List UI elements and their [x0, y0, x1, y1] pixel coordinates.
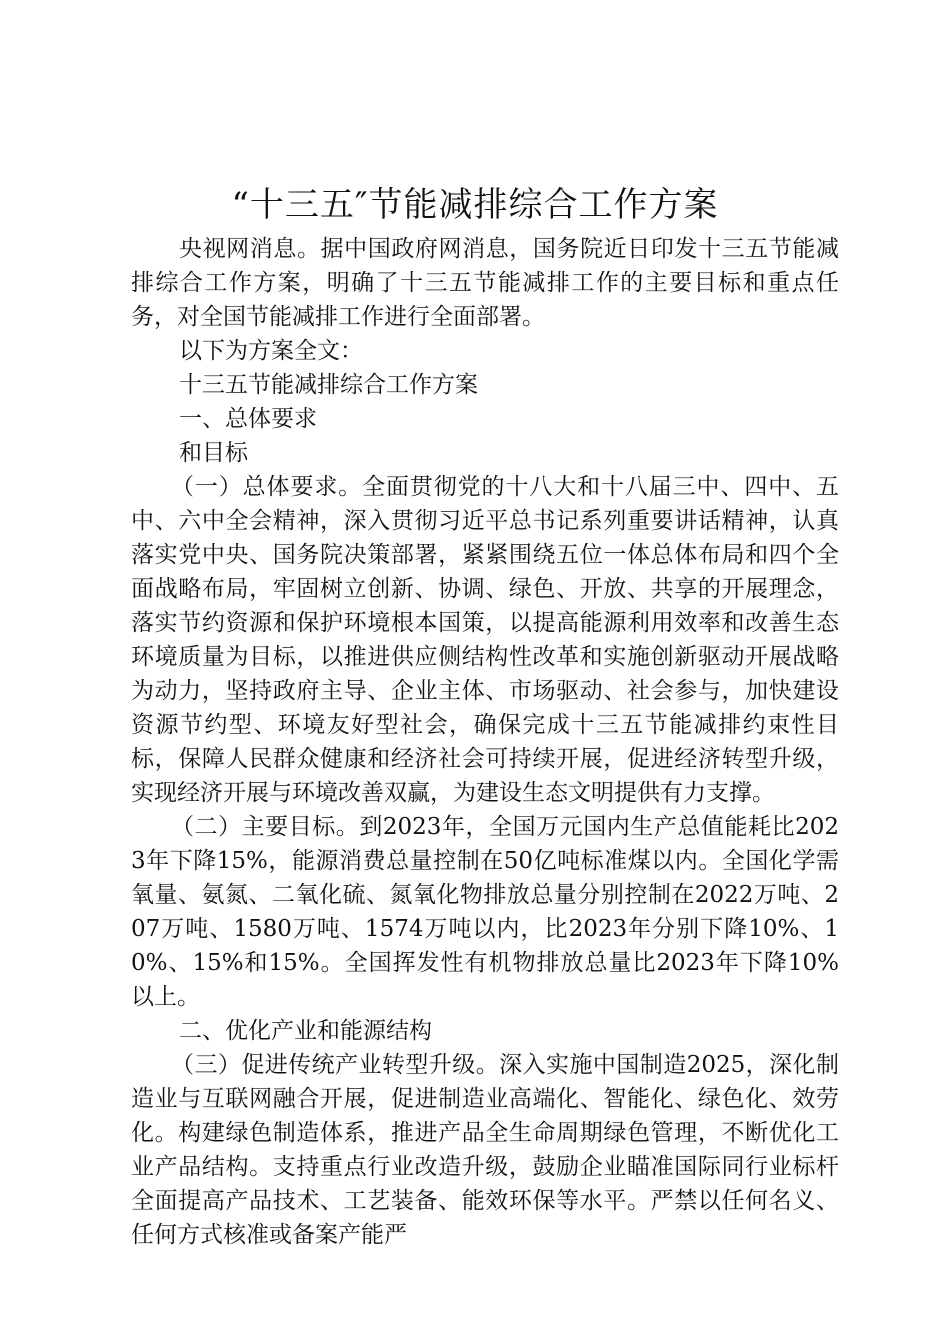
section-heading-2: 二、优化产业和能源结构	[179, 1018, 432, 1044]
paragraph-fulltext-lead: 以下为方案全文：	[179, 338, 363, 364]
paragraph-intro: 央视网消息。据中国政府网消息，国务院近日印发十三五节能减排综合工作方案，明确了十三五节能减排工作的主要目标和重点任务，对全国节能减排工作进行全面部署。	[131, 236, 839, 330]
document-title: “十三五″节能减排综合工作方案	[231, 185, 719, 225]
paragraph-main-targets: （二）主要目标。到2023年，全国万元国内生产总值能耗比2023年下降15%，能源消费总量控制在50亿吨标准煤以内。全国化学需氧量、氨氮、二氧化硫、氮氧化物排放总量分别控制在2022万吨、207万吨、1580万吨、1574万吨以内，比2023年分别下降10%、10%、15%和15%。全国挥发性有机物排放总量比2023年下降10%以上。	[131, 814, 839, 1010]
paragraph-industry-upgrade: （三）促进传统产业转型升级。深入实施中国制造2025，深化制造业与互联网融合开展，促进制造业高端化、智能化、绿色化、效劳化。构建绿色制造体系，推进产品全生命周期绿色管理，不断优化工业产品结构。支持重点行业改造升级，鼓励企业瞄准国际同行业标杆全面提高产品技术、工艺装备、能效环保等水平。严禁以任何名义、任何方式核准或备案产能严	[131, 1052, 839, 1248]
paragraph-general-requirements: （一）总体要求。全面贯彻党的十八大和十八届三中、四中、五中、六中全会精神，深入贯彻习近平总书记系列重要讲话精神，认真落实党中央、国务院决策部署，紧紧围绕五位一体总体布局和四个全面战略布局，牢固树立创新、协调、绿色、开放、共享的开展理念，落实节约资源和保护环境根本国策，以提高能源利用效率和改善生态环境质量为目标，以推进供应侧结构性改革和实施创新驱动开展战略为动力，坚持政府主导、企业主体、市场驱动、社会参与，加快建设资源节约型、环境友好型社会，确保完成十三五节能减排约束性目标，保障人民群众健康和经济社会可持续开展，促进经济转型升级，实现经济开展与环境改善双赢，为建设生态文明提供有力支撑。	[131, 474, 839, 806]
section-heading-1: 一、总体要求	[179, 406, 317, 432]
section-heading-1-cont: 和目标	[179, 440, 248, 466]
document-body	[131, 232, 839, 1252]
paragraph-plan-name: 十三五节能减排综合工作方案	[179, 372, 478, 398]
